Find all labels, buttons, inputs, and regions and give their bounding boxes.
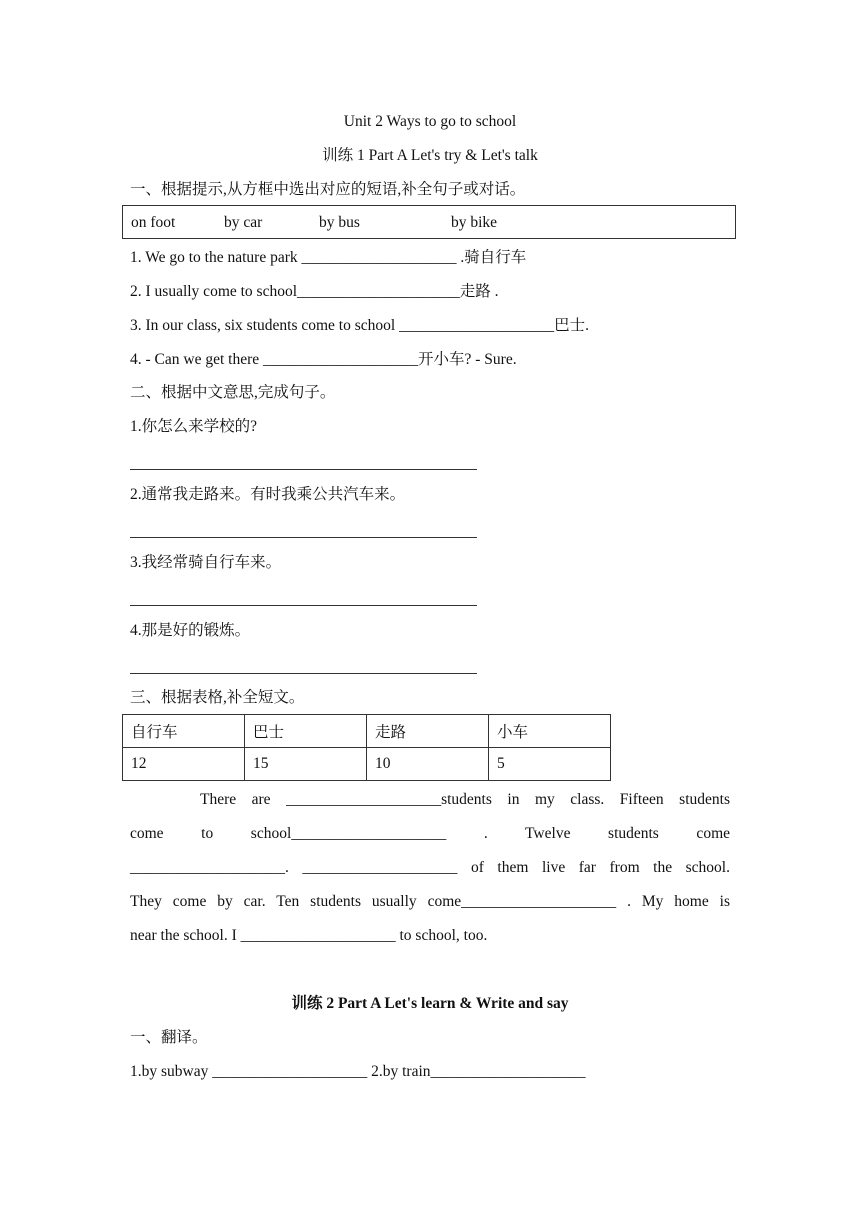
- passage-line: near the school. I ____________________ to school, too.: [130, 927, 488, 944]
- part2-section1-heading: 一、翻译。: [130, 1029, 208, 1046]
- fill-item: 1. We go to the nature park ____________________ .骑自行车: [130, 249, 527, 266]
- word-bank-box: [122, 205, 736, 239]
- answer-line: [130, 537, 477, 538]
- answer-line: [130, 469, 477, 470]
- section2-heading: 二、根据中文意思,完成句子。: [130, 384, 336, 401]
- passage-line: They come by car. Ten students usually come____________________ . My home is: [130, 893, 730, 910]
- word-bank-item: by bike: [451, 214, 498, 231]
- table-cell: 10: [367, 748, 489, 781]
- translate-prompt: 1.你怎么来学校的?: [130, 418, 258, 435]
- passage-line: come to school____________________ . Twelve students come: [130, 825, 730, 842]
- passage-line: ____________________. ____________________ of them live far from the school.: [130, 859, 730, 876]
- fill-item: 3. In our class, six students come to school ____________________巴士.: [130, 317, 589, 334]
- table-cell: 15: [245, 748, 367, 781]
- answer-line: [130, 673, 477, 674]
- table-header-cell: 巴士: [245, 715, 367, 748]
- word-bank-item: by bus: [319, 214, 360, 231]
- translate-item: 1.by subway ____________________ 2.by train____________________: [130, 1063, 586, 1080]
- page-title: Unit 2 Ways to go to school: [343, 113, 517, 130]
- translate-prompt: 3.我经常骑自行车来。: [130, 554, 282, 571]
- table-row: [123, 715, 611, 748]
- fill-item: 4. - Can we get there ____________________开小车? - Sure.: [130, 351, 517, 368]
- table-cell: 5: [489, 748, 611, 781]
- table-header-cell: 自行车: [123, 715, 245, 748]
- page-subtitle: 训练 1 Part A Let's try & Let's talk: [322, 147, 538, 164]
- translate-prompt: 2.通常我走路来。有时我乘公共汽车来。: [130, 486, 406, 503]
- word-bank-item: on foot: [131, 214, 176, 231]
- translate-prompt: 4.那是好的锻炼。: [130, 622, 251, 639]
- part2-heading: 训练 2 Part A Let's learn & Write and say: [291, 995, 569, 1012]
- transport-table: [122, 714, 611, 781]
- table-header-cell: 走路: [367, 715, 489, 748]
- fill-item: 2. I usually come to school_____________________走路 .: [130, 283, 499, 300]
- section1-heading: 一、根据提示,从方框中选出对应的短语,补全句子或对话。: [130, 181, 526, 198]
- passage-line: There are ____________________students in my class. Fifteen students: [200, 791, 730, 808]
- section3-heading: 三、根据表格,补全短文。: [130, 689, 305, 706]
- answer-line: [130, 605, 477, 606]
- table-header-cell: 小车: [489, 715, 611, 748]
- table-cell: 12: [123, 748, 245, 781]
- word-bank-item: by car: [224, 214, 263, 231]
- table-row: [123, 748, 611, 781]
